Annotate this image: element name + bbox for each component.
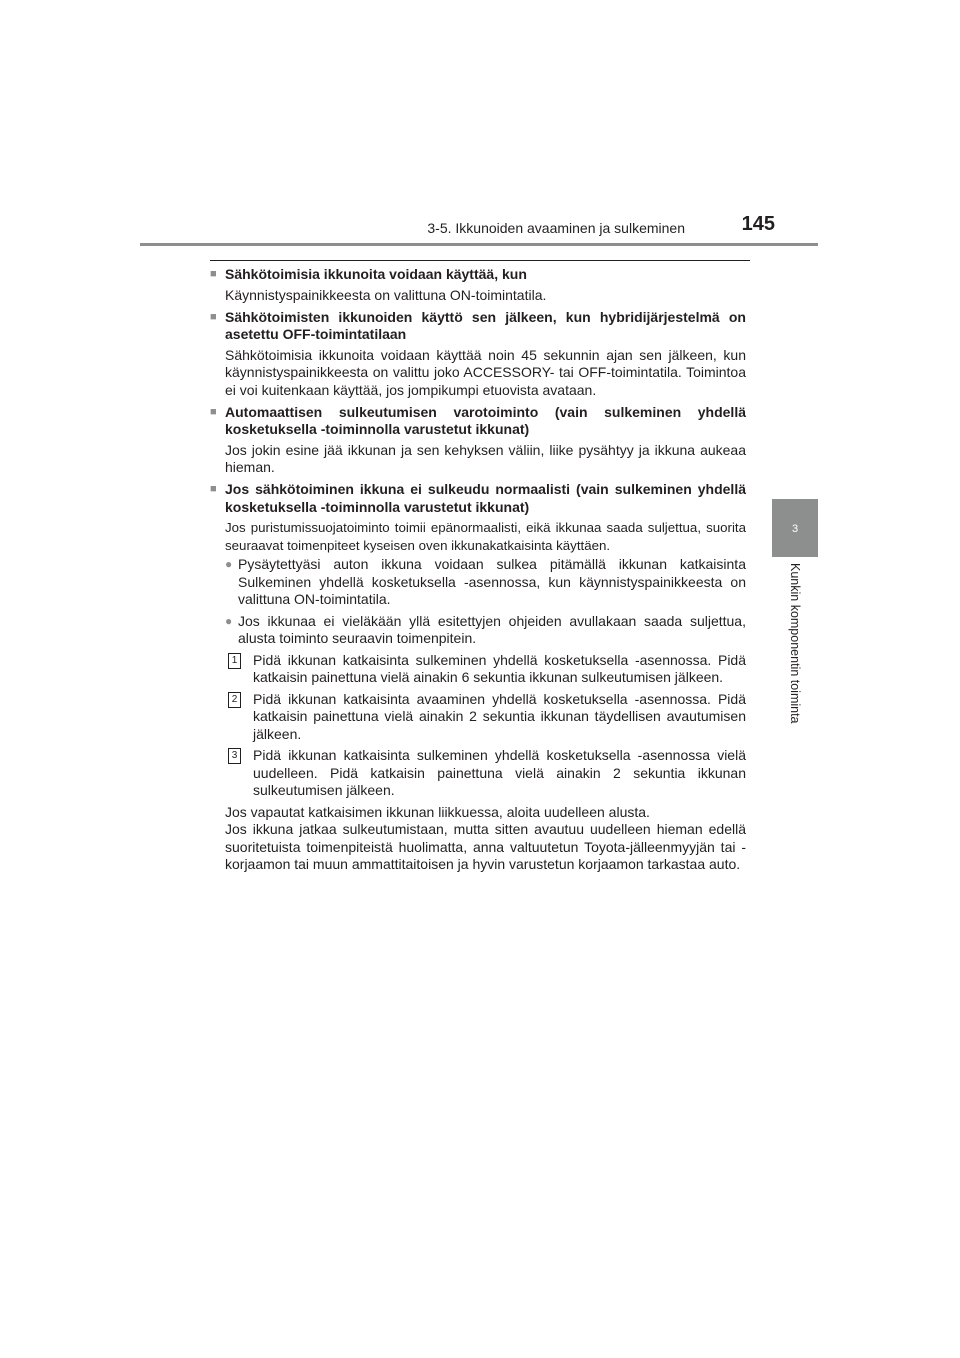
chapter-side-label: Kunkin komponentin toiminta bbox=[788, 563, 802, 724]
round-bullet-icon: ● bbox=[225, 613, 233, 628]
step-text: Pidä ikkunan katkaisinta sulkeminen yhdellä kosketuksella -asennossa. Pidä katkaisin painettuna vielä ainakin 6 sekuntia ikkunan sulkeutumisen jälkeen. bbox=[253, 651, 746, 685]
header-rule bbox=[140, 243, 818, 246]
closing-note: Jos ikkuna jatkaa sulkeutumistaan, mutta sitten avautuu uudelleen hieman edellä suoritetuista toimenpiteistä huolimatta, anna valtuutetun Toyota-jälleenmyyjän tai -korjaamon tai muun ammattitaitoisen ja hyvin varustetun korjaamon tarkastaa auto. bbox=[225, 821, 746, 872]
square-bullet-icon: ■ bbox=[210, 405, 217, 418]
section-text: Käynnistyspainikkeesta on valittuna ON-toimintatila. bbox=[225, 286, 547, 303]
section-text: Sähkötoimisia ikkunoita voidaan käyttää noin 45 sekunnin ajan sen jälkeen, kun käynnistyspainikkeesta on valittu joko ACCESSORY- tai OFF-toimintatila. Toimintoa ei voi kuitenkaan käyttää, jos jompikumpi etuovista avataan. bbox=[225, 346, 746, 398]
square-bullet-icon: ■ bbox=[210, 483, 217, 495]
section-4 bbox=[210, 481, 746, 874]
section-1 bbox=[210, 266, 746, 304]
step-item bbox=[228, 747, 746, 800]
square-bullet-icon: ■ bbox=[210, 268, 217, 280]
bullet-item bbox=[225, 556, 746, 609]
square-bullet-icon: ■ bbox=[210, 310, 217, 323]
running-header-title: 3-5. Ikkunoiden avaaminen ja sulkeminen bbox=[427, 220, 685, 236]
closing-notes bbox=[225, 804, 746, 874]
bullet-item bbox=[225, 613, 746, 648]
section-text: Jos puristumissuojatoiminto toimii epänormaalisti, eikä ikkunaa saada suljettua, suorita seuraavat toimenpiteet kyseisen oven ikkunakatkaisinta käyttäen. bbox=[225, 520, 746, 553]
bullet-text: Pysäytettyäsi auton ikkuna voidaan sulkea pitämällä ikkunan katkaisinta Sulkeminen yhdellä kosketuksella -asennossa, kun käynnistyspainikkeesta on valittuna ON-toimintatila. bbox=[238, 556, 746, 607]
step-item bbox=[228, 691, 746, 744]
step-number-box: 3 bbox=[228, 748, 241, 764]
chapter-tab bbox=[772, 499, 818, 557]
section-heading: Sähkötoimisia ikkunoita voidaan käyttää, kun bbox=[225, 266, 527, 282]
section-heading: Sähkötoimisten ikkunoiden käyttö sen jälkeen, kun hybridijärjestelmä on asetettu OFF-toimintatilaan bbox=[225, 308, 746, 342]
closing-note: Jos vapautat katkaisimen ikkunan liikkuessa, aloita uudelleen alusta. bbox=[225, 803, 650, 820]
step-number-box: 1 bbox=[228, 653, 241, 669]
section-heading: Automaattisen sulkeutumisen varotoiminto (vain sulkeminen yhdellä kosketuksella -toiminnolla varustetut ikkunat) bbox=[225, 403, 746, 437]
chapter-number: 3 bbox=[791, 523, 799, 535]
page-content bbox=[210, 266, 746, 878]
content-top-rule bbox=[210, 260, 750, 261]
section-3 bbox=[210, 404, 746, 477]
step-text: Pidä ikkunan katkaisinta sulkeminen yhdellä kosketuksella -asennossa vielä uudelleen. Pidä katkaisin painettuna vielä ainakin 2 sekuntia ikkunan sulkeutumisen jälkeen. bbox=[253, 747, 746, 798]
bullet-text: Jos ikkunaa ei vieläkään yllä esitettyjen ohjeiden avullakaan saada suljettua, alusta toiminto seuraavin toimenpitein. bbox=[238, 612, 746, 646]
step-number-box: 2 bbox=[228, 692, 241, 708]
step-item bbox=[228, 652, 746, 687]
section-text: Jos jokin esine jää ikkunan ja sen kehyksen väliin, liike pysähtyy ja ikkuna aukeaa hieman. bbox=[225, 441, 746, 475]
step-text: Pidä ikkunan katkaisinta avaaminen yhdellä kosketuksella -asennossa. Pidä katkaisin painettuna vielä ainakin 2 sekuntia ikkunan täydellisen avautumisen jälkeen. bbox=[253, 690, 746, 742]
page-number: 145 bbox=[741, 213, 775, 235]
section-heading: Jos sähkötoiminen ikkuna ei sulkeudu normaalisti (vain sulkeminen yhdellä kosketuksella -toiminnolla varustetut ikkunat) bbox=[225, 481, 746, 515]
round-bullet-icon: ● bbox=[225, 557, 233, 571]
section-2 bbox=[210, 309, 746, 400]
